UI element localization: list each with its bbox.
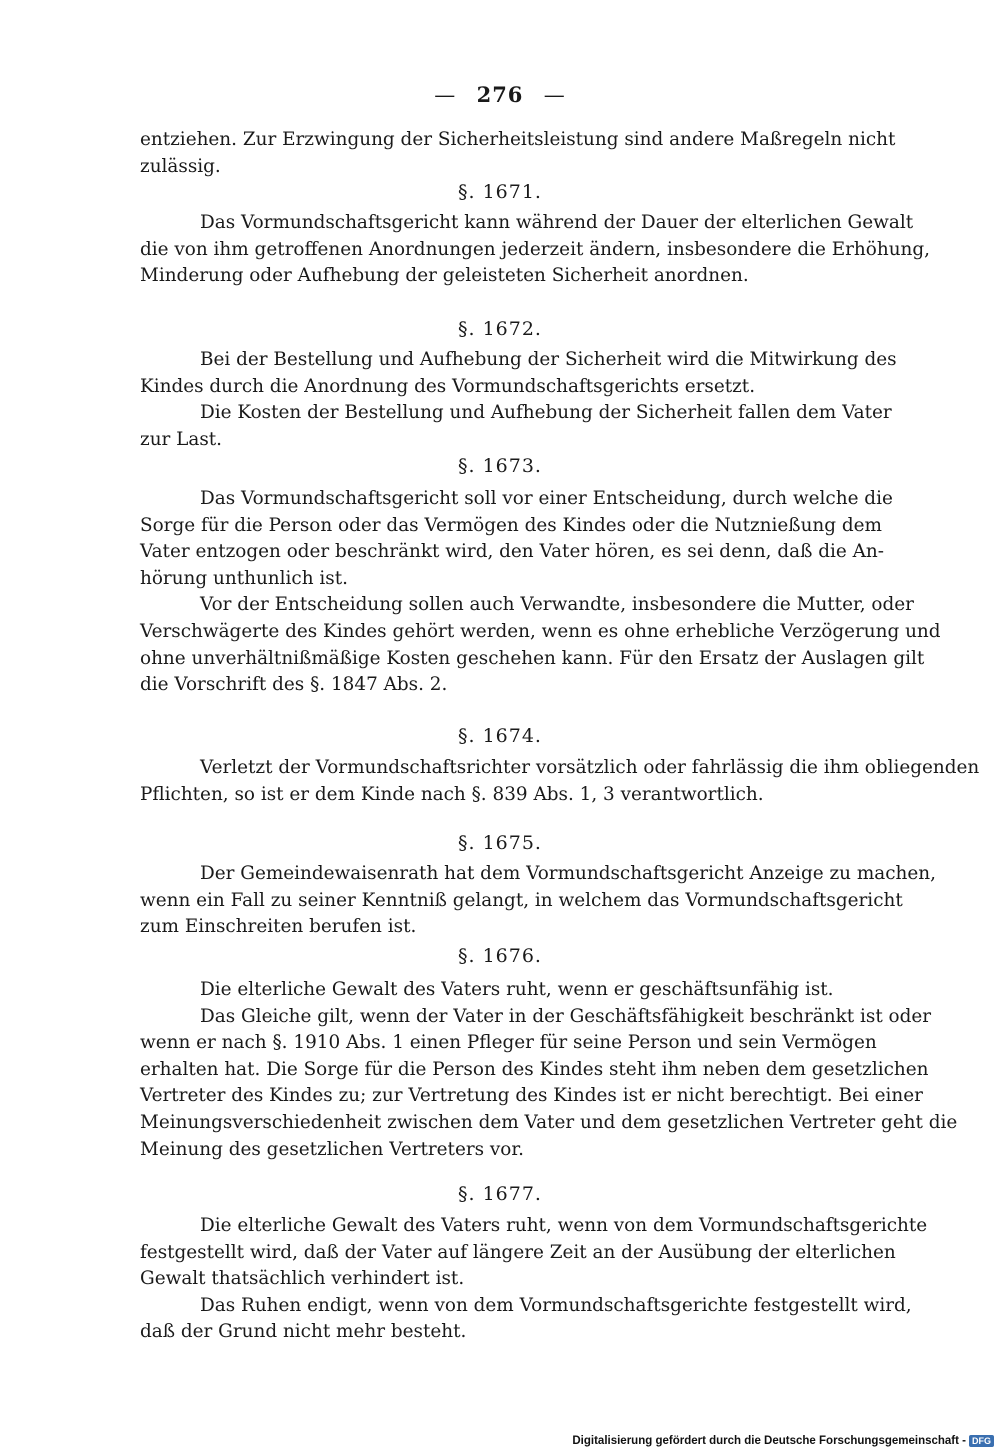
section-body-1671 bbox=[140, 210, 930, 290]
text-line: Der Gemeindewaisenrath hat dem Vormundschaftsgericht Anzeige zu machen, bbox=[200, 863, 936, 884]
section-heading-1673: §. 1673. bbox=[458, 455, 542, 477]
text-line: Verletzt der Vormundschaftsrichter vorsätzlich oder fahrlässig die ihm obliegenden bbox=[200, 757, 980, 778]
text-line: daß der Grund nicht mehr besteht. bbox=[140, 1321, 467, 1343]
text-line: die Vorschrift des §. 1847 Abs. 2. bbox=[140, 674, 448, 696]
text-line: Gewalt thatsächlich verhindert ist. bbox=[140, 1268, 465, 1290]
text-line: Die Kosten der Bestellung und Aufhebung der Sicherheit fallen dem Vater bbox=[200, 402, 892, 424]
text-line: Vertreter des Kindes zu; zur Vertretung des Kindes ist er nicht berechtigt. Bei einer bbox=[140, 1085, 923, 1107]
intro-paragraph bbox=[140, 127, 896, 180]
text-line: Meinung des gesetzlichen Vertreters vor. bbox=[140, 1138, 524, 1160]
dfg-logo-icon: DFG bbox=[969, 1435, 994, 1447]
section-body-1673 bbox=[140, 486, 941, 699]
text-line: Minderung oder Aufhebung der geleisteten Sicherheit anordnen. bbox=[140, 265, 749, 287]
text-line: zulässig. bbox=[140, 155, 221, 177]
section-heading-1671: §. 1671. bbox=[458, 181, 542, 203]
page-number bbox=[0, 82, 1000, 107]
text-line: entziehen. Zur Erzwingung der Sicherheitsleistung sind andere Maßregeln nicht bbox=[140, 129, 896, 150]
text-line: Kindes durch die Anordnung des Vormundschaftsgerichts ersetzt. bbox=[140, 375, 756, 397]
section-body-1675 bbox=[140, 861, 936, 941]
section-heading-1674: §. 1674. bbox=[458, 725, 542, 747]
section-heading-1672: §. 1672. bbox=[458, 318, 542, 340]
section-heading-1675: §. 1675. bbox=[458, 832, 542, 854]
section-body-1672 bbox=[140, 347, 897, 453]
page-number-value: 276 bbox=[476, 82, 524, 107]
text-line: wenn er nach §. 1910 Abs. 1 einen Pfleger für seine Person und sein Vermögen bbox=[140, 1032, 877, 1054]
text-line: Die elterliche Gewalt des Vaters ruht, wenn er geschäftsunfähig ist. bbox=[200, 979, 834, 1000]
text-line: Das Vormundschaftsgericht soll vor einer Entscheidung, durch welche die bbox=[200, 488, 893, 509]
text-line: Das Gleiche gilt, wenn der Vater in der Geschäftsfähigkeit beschränkt ist oder bbox=[200, 1005, 932, 1027]
text-line: Pflichten, so ist er dem Kinde nach §. 839 Abs. 1, 3 verantwortlich. bbox=[140, 783, 764, 805]
text-line: Das Ruhen endigt, wenn von dem Vormundschaftsgerichte festgestellt wird, bbox=[200, 1294, 912, 1316]
text-line: Vor der Entscheidung sollen auch Verwandte, insbesondere die Mutter, oder bbox=[200, 594, 914, 616]
section-heading-1676: §. 1676. bbox=[458, 945, 542, 967]
text-line: Sorge für die Person oder das Vermögen des Kindes oder die Nutznießung dem bbox=[140, 514, 882, 536]
text-line: erhalten hat. Die Sorge für die Person des Kindes steht ihm neben dem gesetzlichen bbox=[140, 1058, 929, 1080]
section-heading-1677: §. 1677. bbox=[458, 1183, 542, 1205]
digitization-footer bbox=[572, 1435, 994, 1447]
text-line: ohne unverhältnißmäßige Kosten geschehen kann. Für den Ersatz der Auslagen gilt bbox=[140, 647, 925, 669]
text-line: Verschwägerte des Kindes gehört werden, wenn es ohne erhebliche Verzögerung und bbox=[140, 620, 941, 642]
text-line: Bei der Bestellung und Aufhebung der Sicherheit wird die Mitwirkung des bbox=[200, 349, 897, 370]
text-line: zur Last. bbox=[140, 428, 223, 450]
text-line: Das Vormundschaftsgericht kann während der Dauer der elterlichen Gewalt bbox=[200, 212, 914, 233]
text-line: Vater entzogen oder beschränkt wird, den Vater hören, es sei denn, daß die An- bbox=[140, 541, 884, 563]
section-body-1677 bbox=[140, 1213, 928, 1346]
text-line: Die elterliche Gewalt des Vaters ruht, wenn von dem Vormundschaftsgerichte bbox=[200, 1215, 928, 1236]
text-line: Meinungsverschiedenheit zwischen dem Vater und dem gesetzlichen Vertreter geht die bbox=[140, 1111, 958, 1133]
page-number-dash-right: — bbox=[543, 83, 566, 107]
text-line: die von ihm getroffenen Anordnungen jederzeit ändern, insbesondere die Erhöhung, bbox=[140, 238, 930, 260]
text-line: zum Einschreiten berufen ist. bbox=[140, 916, 417, 938]
page-number-dash-left: — bbox=[434, 83, 457, 107]
section-body-1674 bbox=[140, 755, 980, 808]
text-line: hörung unthunlich ist. bbox=[140, 567, 348, 589]
text-line: festgestellt wird, daß der Vater auf längere Zeit an der Ausübung der elterlichen bbox=[140, 1241, 896, 1263]
section-body-1676 bbox=[140, 977, 958, 1163]
text-line: wenn ein Fall zu seiner Kenntniß gelangt, in welchem das Vormundschaftsgericht bbox=[140, 889, 903, 911]
footer-text: Digitalisierung gefördert durch die Deutsche Forschungsgemeinschaft - bbox=[572, 1435, 966, 1447]
